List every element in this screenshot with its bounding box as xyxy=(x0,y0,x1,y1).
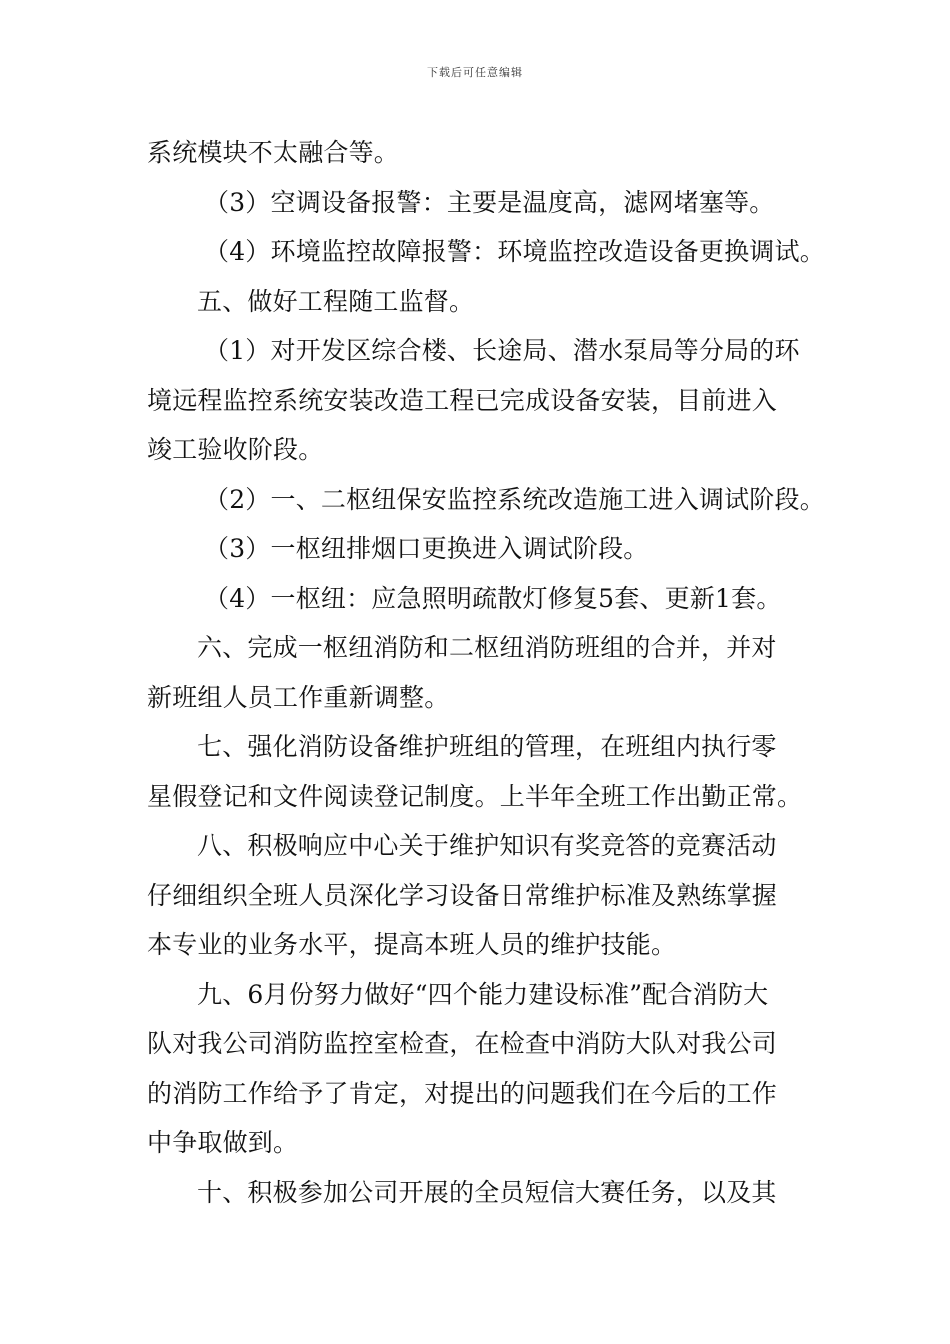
text-line: 的消防工作给予了肯定，对提出的问题我们在今后的工作 xyxy=(147,1078,778,1108)
text-line: （3）一枢纽排烟口更换进入调试阶段。 xyxy=(204,534,649,563)
text-line: 境远程监控系统安装改造工程已完成设备安装，目前进入 xyxy=(147,385,778,415)
page-header: 下载后可任意编辑 xyxy=(427,66,523,79)
text-line: 仔细组织全班人员深化学习设备日常维护标准及熟练掌握 xyxy=(147,880,778,910)
text-line: 新班组人员工作重新调整。 xyxy=(147,682,450,712)
text-line: （3）空调设备报警：主要是温度高，滤网堵塞等。 xyxy=(204,187,775,217)
text-line: （1）对开发区综合楼、长途局、潜水泵局等分局的环 xyxy=(204,336,800,365)
text-line: 竣工验收阶段。 xyxy=(147,435,324,464)
section-heading: 五、做好工程随工监督。 xyxy=(197,286,475,316)
text-line: 系统模块不太融合等。 xyxy=(147,138,400,167)
section-heading: 七、强化消防设备维护班组的管理，在班组内执行零 xyxy=(197,732,777,761)
text-line: 队对我公司消防监控室检查，在检查中消防大队对我公司 xyxy=(147,1029,778,1058)
section-heading: 九、6月份努力做好“四个能力建设标准”配合消防大 xyxy=(197,979,769,1009)
section-heading: 六、完成一枢纽消防和二枢纽消防班组的合并，并对 xyxy=(197,633,777,662)
text-line: 本专业的业务水平，提高本班人员的维护技能。 xyxy=(147,930,677,959)
text-line: （4）环境监控故障报警：环境监控改造设备更换调试。 xyxy=(204,237,825,266)
document-body xyxy=(147,128,825,1217)
text-line: （2）一、二枢纽保安监控系统改造施工进入调试阶段。 xyxy=(204,484,825,514)
section-heading: 十、积极参加公司开展的全员短信大赛任务，以及其 xyxy=(197,1177,777,1207)
text-line: 中争取做到。 xyxy=(147,1128,299,1157)
text-line: （4）一枢纽：应急照明疏散灯修复5套、更新1套。 xyxy=(204,583,782,613)
text-line: 星假登记和文件阅读登记制度。上半年全班工作出勤正常。 xyxy=(147,781,803,811)
section-heading: 八、积极响应中心关于维护知识有奖竞答的竞赛活动 xyxy=(197,831,777,860)
